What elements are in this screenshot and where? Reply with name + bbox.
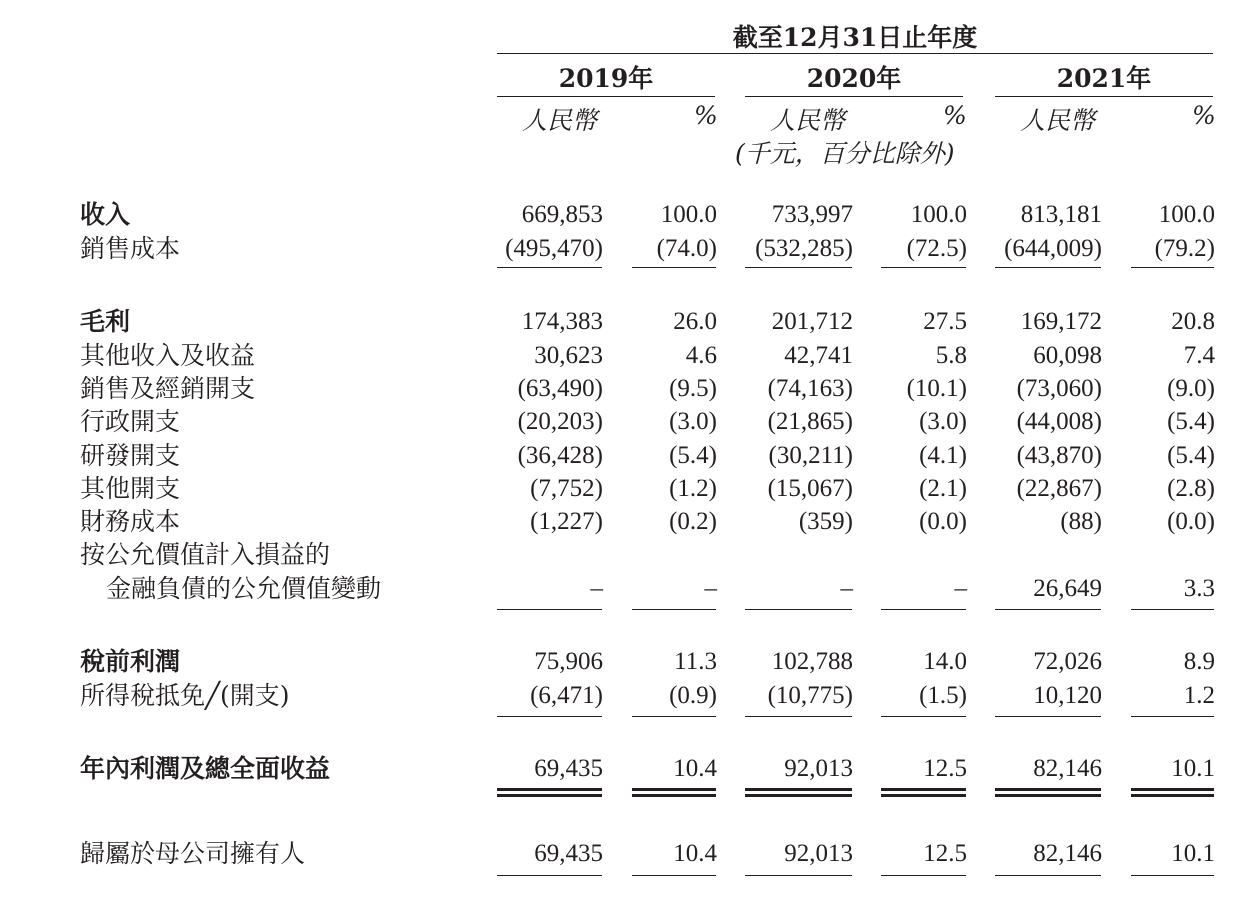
cell-2020-rmb: (10,775) [767,682,853,709]
cell-2021-pct: 100.0 [1158,201,1215,228]
subtotal-rule [497,875,602,876]
row-label: 稅前利潤 [80,647,181,676]
cell-2021-rmb: 26,649 [1033,575,1102,602]
percent-2021: % [1192,101,1216,130]
currency-2021: 人民幣 [1020,106,1096,135]
cell-2020-rmb: 102,788 [771,648,853,675]
cell-2021-rmb: (644,009) [1004,235,1102,262]
subtotal-rule [881,267,966,268]
cell-2021-rmb: (88) [1060,508,1102,535]
percent-2019: % [694,101,718,130]
subtotal-rule [632,609,716,610]
cell-2020-pct: 27.5 [923,308,967,335]
total-double-rule [995,788,1101,797]
cell-2020-rmb: (30,211) [768,442,853,469]
cell-2021-pct: (2.8) [1167,475,1215,502]
cell-2020-pct: (2.1) [919,475,967,502]
cell-2020-rmb: (359) [798,508,853,535]
cell-2020-rmb: – [840,575,853,602]
cell-2019-pct: (74.0) [656,235,717,262]
cell-2020-rmb: 201,712 [771,308,853,335]
cell-2021-rmb: (44,008) [1016,408,1102,435]
cell-2021-pct: (5.4) [1167,408,1215,435]
cell-2019-rmb: 69,435 [534,840,603,867]
cell-2019-rmb: (7,752) [530,475,603,502]
row-label: 行政開支 [80,407,181,436]
cell-2019-rmb: (20,203) [517,408,603,435]
subtotal-rule [497,716,602,717]
total-double-rule [632,788,716,797]
cell-2019-rmb: (36,428) [517,442,603,469]
cell-2021-pct: 3.3 [1183,575,1215,602]
cell-2021-pct: 8.9 [1183,648,1215,675]
cell-2019-rmb: 69,435 [534,755,603,782]
cell-2019-rmb: (1,227) [530,508,603,535]
period-header: 截至12月31日止年度 [732,23,978,52]
cell-2019-rmb: (63,490) [517,375,603,402]
year-rule-2019 [497,96,715,97]
cell-2021-rmb: 82,146 [1033,755,1102,782]
cell-2020-pct: (10.1) [906,375,967,402]
subtotal-rule [881,609,966,610]
cell-2020-pct: (72.5) [906,235,967,262]
cell-2021-pct: 7.4 [1183,342,1215,369]
row-label: 研發開支 [80,441,181,470]
subtotal-rule [1131,267,1214,268]
cell-2019-pct: (1.2) [669,475,717,502]
subtotal-rule [881,875,966,876]
cell-2021-pct: (79.2) [1154,235,1215,262]
cell-2020-pct: (0.0) [919,508,967,535]
subtotal-rule [995,267,1101,268]
year-rule-2020 [745,96,963,97]
subtotal-rule [1131,875,1214,876]
cell-2019-rmb: 669,853 [521,201,603,228]
header-rule [497,53,1213,54]
subtotal-rule [995,875,1101,876]
cell-2021-rmb: 82,146 [1033,840,1102,867]
row-label: 收入 [80,200,131,229]
cell-2021-rmb: (43,870) [1016,442,1102,469]
subtotal-rule [745,267,852,268]
row-label: 銷售成本 [80,234,181,263]
subtotal-rule [745,609,852,610]
cell-2019-pct: – [704,575,717,602]
cell-2019-rmb: (495,470) [505,235,603,262]
row-label-continued: 金融負債的公允價值變動 [106,574,382,603]
row-label: 所得稅抵免╱(開支) [80,681,290,710]
cell-2019-rmb: – [590,575,603,602]
subtotal-rule [995,716,1101,717]
cell-2020-pct: (4.1) [919,442,967,469]
row-label: 按公允價值計入損益的 [80,540,331,569]
cell-2019-pct: 11.3 [674,648,717,675]
cell-2020-rmb: 733,997 [771,201,853,228]
cell-2021-pct: 1.2 [1183,682,1215,709]
row-label: 財務成本 [80,507,181,536]
cell-2020-rmb: 92,013 [784,840,853,867]
subtotal-rule [995,609,1101,610]
subtotal-rule [745,875,852,876]
cell-2020-pct: (1.5) [919,682,967,709]
year-2021: 2021年 [1056,64,1152,93]
cell-2020-pct: 12.5 [923,840,967,867]
row-label: 毛利 [80,307,131,336]
percent-2020: % [943,101,967,130]
subtotal-rule [632,875,716,876]
cell-2020-rmb: 92,013 [784,755,853,782]
row-label: 其他開支 [80,474,181,503]
total-double-rule [497,788,602,797]
cell-2021-rmb: 169,172 [1020,308,1102,335]
cell-2019-rmb: 174,383 [521,308,603,335]
cell-2019-pct: (0.9) [669,682,717,709]
cell-2020-pct: 12.5 [923,755,967,782]
cell-2021-rmb: (22,867) [1016,475,1102,502]
total-double-rule [745,788,852,797]
cell-2021-pct: 20.8 [1171,308,1215,335]
cell-2020-rmb: (74,163) [767,375,853,402]
cell-2020-rmb: (21,865) [767,408,853,435]
subtotal-rule [1131,716,1214,717]
cell-2020-pct: 100.0 [910,201,967,228]
subtotal-rule [497,267,602,268]
subtotal-rule [745,716,852,717]
subtotal-rule [881,716,966,717]
cell-2021-rmb: 60,098 [1033,342,1102,369]
row-label: 歸屬於母公司擁有人 [80,839,306,868]
cell-2019-rmb: (6,471) [530,682,603,709]
year-2020: 2020年 [806,64,902,93]
cell-2020-rmb: (15,067) [767,475,853,502]
cell-2019-rmb: 75,906 [534,648,603,675]
subtotal-rule [632,716,716,717]
cell-2020-pct: (3.0) [919,408,967,435]
cell-2021-pct: 10.1 [1171,755,1215,782]
cell-2019-pct: 10.4 [673,755,717,782]
total-double-rule [1131,788,1214,797]
cell-2019-pct: 26.0 [673,308,717,335]
cell-2019-pct: 4.6 [685,342,717,369]
total-double-rule [881,788,966,797]
unit-note: (千元，百分比除外) [735,139,955,168]
cell-2020-rmb: (532,285) [755,235,853,262]
cell-2019-pct: (3.0) [669,408,717,435]
cell-2021-pct: (0.0) [1167,508,1215,535]
subtotal-rule [497,609,602,610]
cell-2019-pct: 100.0 [660,201,717,228]
cell-2020-rmb: 42,741 [784,342,853,369]
row-label: 年內利潤及總全面收益 [80,754,331,783]
cell-2019-pct: (9.5) [669,375,717,402]
cell-2020-pct: – [954,575,967,602]
cell-2019-pct: 10.4 [673,840,717,867]
cell-2021-pct: (5.4) [1167,442,1215,469]
cell-2021-rmb: 10,120 [1033,682,1102,709]
year-2019: 2019年 [558,64,654,93]
cell-2021-pct: (9.0) [1167,375,1215,402]
cell-2019-pct: (5.4) [669,442,717,469]
currency-2019: 人民幣 [522,106,598,135]
cell-2020-pct: 14.0 [923,648,967,675]
row-label: 其他收入及收益 [80,341,256,370]
currency-2020: 人民幣 [770,106,846,135]
cell-2021-pct: 10.1 [1171,840,1215,867]
subtotal-rule [632,267,716,268]
year-rule-2021 [995,96,1213,97]
cell-2021-rmb: 72,026 [1033,648,1102,675]
subtotal-rule [1131,609,1214,610]
cell-2020-pct: 5.8 [935,342,967,369]
cell-2021-rmb: 813,181 [1020,201,1102,228]
cell-2019-pct: (0.2) [669,508,717,535]
row-label: 銷售及經銷開支 [80,374,256,403]
cell-2021-rmb: (73,060) [1016,375,1102,402]
cell-2019-rmb: 30,623 [534,342,603,369]
